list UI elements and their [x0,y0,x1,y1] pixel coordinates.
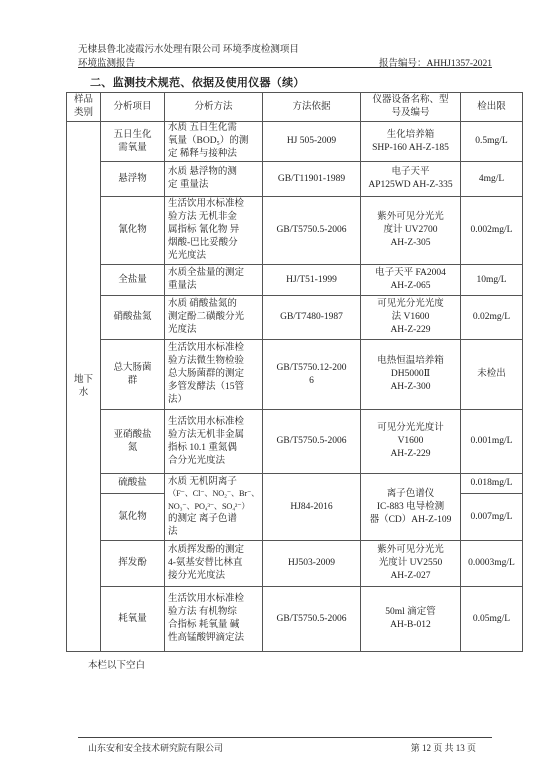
method-line: 的测定 离子色谱 法 [168,514,237,537]
blank-below-note: 本栏以下空白 [88,661,146,671]
basis-cell: HJ84-2016 [263,474,361,541]
table-row [67,197,523,265]
instrument-cell: 生化培养箱 SHP-160 AH-Z-185 [361,122,461,162]
table-row [67,122,523,162]
limit-cell: 0.007mg/L [461,494,523,541]
instrument-cell: 电子天平 AP125WD AH-Z-335 [361,162,461,197]
basis-cell: HJ503-2009 [263,541,361,587]
header-report-number: 报告编号：AHHJ1357-2021 [379,59,492,69]
item-cell: 耗氧量 [101,587,165,652]
table-row [67,474,523,494]
method-cell: 生活饮用水标准检 验方法 有机物综 合指标 耗氧量 碱 性高锰酸钾滴定法 [165,587,263,652]
footer-page-number: 第 12 页 共 13 页 [410,743,476,753]
basis-cell: GB/T7480-1987 [263,296,361,340]
limit-cell: 0.001mg/L [461,410,523,474]
instrument-cell: 可见分光光度计 V1600 AH-Z-229 [361,410,461,474]
method-cell: 水质挥发酚的测定 4-氨基安替比林直 接分光光度法 [165,541,263,587]
instrument-cell: 离子色谱仪 IC-883 电导检测 器（CD）AH-Z-109 [361,474,461,541]
col-header-instrument: 仪器设备名称、型 号及编号 [361,93,461,122]
item-cell: 五日生化 需氧量 [101,122,165,162]
item-cell: 氰化物 [101,197,165,265]
col-header-analysis-item: 分析项目 [101,93,165,122]
item-cell: 氯化物 [101,494,165,541]
basis-cell: HJ 505-2009 [263,122,361,162]
limit-cell: 未检出 [461,340,523,410]
limit-cell: 0.0003mg/L [461,541,523,587]
method-cell: 生活饮用水标准检 验方法微生物检验 总大肠菌群的测定 多管发酵法（15管 法） [165,340,263,410]
method-cell: 水质 五日生化需 氧量（BOD₅）的测 定 稀释与接种法 [165,122,263,162]
basis-cell: GB/T11901-1989 [263,162,361,197]
item-cell: 总大肠菌 群 [101,340,165,410]
col-header-detection-limit: 检出限 [461,93,523,122]
method-line: （F⁻、Cl⁻、NO₂⁻、Br⁻、 [168,489,260,499]
limit-cell: 0.02mg/L [461,296,523,340]
limit-cell: 0.05mg/L [461,587,523,652]
method-cell: 生活饮用水标准检 验方法无机非金属 指标 10.1 重氮偶 合分光光度法 [165,410,263,474]
monitoring-spec-table [66,92,523,652]
col-header-method-basis: 方法依据 [263,93,361,122]
basis-cell: GB/T5750.5-2006 [263,197,361,265]
table-row [67,541,523,587]
col-header-analysis-method: 分析方法 [165,93,263,122]
instrument-cell: 电子天平 FA2004 AH-Z-065 [361,265,461,296]
table-row [67,296,523,340]
basis-cell: HJ/T51-1999 [263,265,361,296]
item-cell: 硝酸盐氮 [101,296,165,340]
instrument-cell: 可见光分光光度 法 V1600 AH-Z-229 [361,296,461,340]
instrument-cell: 电热恒温培养箱 DH5000Ⅱ AH-Z-300 [361,340,461,410]
instrument-cell: 紫外可见分光光 度计 UV2700 AH-Z-305 [361,197,461,265]
limit-cell: 0.002mg/L [461,197,523,265]
method-line: 水质 无机阴离子 [168,476,237,487]
footer-organization: 山东安和安全技术研究院有限公司 [88,743,224,753]
method-cell: 水质 悬浮物的测 定 重量法 [165,162,263,197]
item-cell: 亚硝酸盐 氮 [101,410,165,474]
table-row [67,162,523,197]
method-cell: 生活饮用水标准检 验方法 无机非金 属指标 氰化物 异 烟酸-巴比妥酸分 光光度法 [165,197,263,265]
basis-cell: GB/T5750.12-200 6 [263,340,361,410]
method-cell: 水质 硝酸盐氮的 测定酚二磺酸分光 光度法 [165,296,263,340]
instrument-cell: 紫外可见分光光 光度计 UV2550 AH-Z-027 [361,541,461,587]
method-cell [165,474,263,541]
header-project: 无棣县鲁北凌霞污水处理有限公司 环境季度检测项目 [78,45,299,55]
table-header-row [67,93,523,122]
limit-cell: 0.018mg/L [461,474,523,494]
limit-cell: 4mg/L [461,162,523,197]
limit-cell: 10mg/L [461,265,523,296]
item-cell: 挥发酚 [101,541,165,587]
table-row [67,265,523,296]
item-cell: 全盐量 [101,265,165,296]
instrument-cell: 50ml 滴定管 AH-B-012 [361,587,461,652]
sample-category-cell: 地下 水 [67,122,101,652]
header-report-type: 环境监测报告 [78,59,136,69]
method-line: NO₃⁻、PO₄³⁻、SO₄²⁻） [168,501,250,511]
item-cell: 硫酸盐 [101,474,165,494]
limit-cell: 0.5mg/L [461,122,523,162]
col-header-sample-category: 样品 类别 [67,93,101,122]
basis-cell: GB/T5750.5-2006 [263,587,361,652]
footer-divider [78,737,492,738]
basis-cell: GB/T5750.5-2006 [263,410,361,474]
table-row [67,410,523,474]
header-divider [78,67,492,68]
item-cell: 悬浮物 [101,162,165,197]
table-row [67,587,523,652]
table-row [67,340,523,410]
method-cell: 水质全盐量的测定 重量法 [165,265,263,296]
section-title: 二、监测技术规范、依据及使用仪器（续） [90,77,305,89]
